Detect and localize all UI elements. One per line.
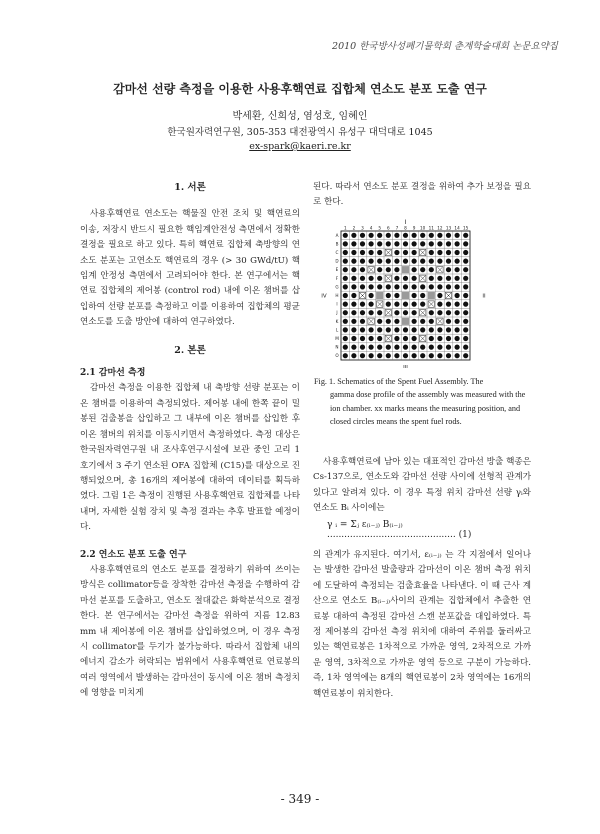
fuel-rod [412,259,417,264]
fuel-rod [403,276,408,281]
right-paragraph-1 [313,455,531,517]
fuel-rod [343,302,348,307]
fuel-rod [360,310,365,315]
fuel-rod [351,293,356,298]
fuel-rod [377,250,382,255]
fuel-rod [420,302,425,307]
fuel-rod [377,259,382,264]
fuel-rod [463,250,468,255]
column-number-label: 4 [369,225,373,231]
axis-left-label: IV [321,293,327,300]
column-number-label: 3 [361,225,364,231]
fuel-rod [377,233,382,238]
fuel-rod [429,345,434,350]
fuel-rod [369,241,374,246]
fuel-rod [386,293,391,298]
fuel-rod [420,293,425,298]
fuel-rod [351,345,356,350]
fuel-rod [412,319,417,324]
fuel-rod [455,353,460,358]
axis-right-label: II [482,293,486,300]
fuel-rod [463,284,468,289]
fuel-rod [351,336,356,341]
fuel-rod [369,259,374,264]
column-number-label: 8 [404,225,407,231]
fuel-rod [455,250,460,255]
fuel-rod [377,353,382,358]
fuel-rod [377,276,382,281]
fuel-rod [343,310,348,315]
fuel-rod [394,250,399,255]
fuel-rod [360,241,365,246]
fuel-rod [343,319,348,324]
fuel-rod [394,233,399,238]
fuel-rod [455,241,460,246]
fuel-rod [446,345,451,350]
fuel-rod [377,310,382,315]
fuel-rod [455,345,460,350]
fuel-rod [463,293,468,298]
fuel-rod [360,302,365,307]
fuel-rod [403,345,408,350]
fuel-rod [360,259,365,264]
fuel-rod [463,276,468,281]
fuel-rod [412,276,417,281]
row-letter-label: J [336,310,338,316]
fuel-rod [360,284,365,289]
fuel-rod [403,327,408,332]
fuel-rod [343,233,348,238]
fuel-rod [369,327,374,332]
fuel-rod [394,284,399,289]
fuel-rod [377,319,382,324]
fuel-rod [412,353,417,358]
fuel-rod [343,336,348,341]
column-number-label: 12 [437,225,443,231]
fuel-rod [360,276,365,281]
fuel-rod [429,327,434,332]
row-letter-label: N [335,344,339,350]
fuel-rod [351,233,356,238]
column-number-label: 9 [412,225,416,231]
subsection-gamma-heading: 2.1 감마선 측정 [80,368,146,379]
fuel-rod [420,284,425,289]
subsection-burnup-heading: 2.2 연소도 분포 도출 연구 [80,549,187,560]
section-body-heading: 2. 본론 [174,344,206,356]
fuel-rod [455,327,460,332]
fuel-rod [343,284,348,289]
fuel-rod [377,336,382,341]
right-paragraph-1-text: 사용후핵연료에 남아 있는 대표적인 감마선 방출 핵종은 Cs-137으로, 연소도와 감마선 선량 사이에 선형적 관계가 있다고 알려져 있다. 이 경우 특정 위치 감마선 선량 γᵢ와 연소도 Bᵢ 사이에는 [313,457,531,514]
fuel-rod [351,302,356,307]
axis-bottom-label: III [403,365,408,368]
fuel-rod [386,259,391,264]
right-paragraph-2 [313,548,531,702]
fuel-rod [369,353,374,358]
fuel-rod [463,336,468,341]
fuel-rod [446,310,451,315]
fuel-rod [437,310,442,315]
fuel-rod [351,327,356,332]
fuel-rod [369,345,374,350]
fuel-rod [343,267,348,272]
fuel-rod [446,353,451,358]
fuel-rod [463,302,468,307]
row-letter-label: A [335,232,339,238]
row-letter-label: K [335,318,339,324]
fuel-rod [403,250,408,255]
fuel-rod [403,302,408,307]
row-letter-label: H [335,293,339,298]
fuel-rod [343,259,348,264]
affiliation: 한국원자력연구원, 305-353 대전광역시 유성구 대덕대로 1045 [167,127,433,138]
intro-paragraph: 사용후핵연료 연소도는 핵물질 안전 조치 및 핵연료의 이송, 저장시 반드시 필요한 핵임계안전성 측면에서 정확한 결정을 필요로 하고 있다. 특히 핵연료 집합체 축방향의 연소도 분포는 고연소도 핵연료의 경우 (> 30 GWd/tU) 핵임계 안정성 측면에서 고려되어야 한다. 본 연구에서는 핵연료 집합체의 제어봉 (control rod) 내에 이온 챔버를 삽입하여 선량 분포를 측정하고 이를 이용하여 집합체의 평균 연소도를 도출 방안에 대하여 연구하였다. [80,209,300,328]
fuel-rod [437,302,442,307]
fuel-rod [420,353,425,358]
row-letter-label: C [335,250,339,255]
fuel-rod [429,353,434,358]
fuel-rod [394,293,399,298]
fuel-rod [446,241,451,246]
caption-label: Fig. 1. [314,377,336,386]
fuel-rod [420,327,425,332]
guide-tube-cell [376,292,383,299]
fuel-rod [360,233,365,238]
fuel-rod [360,345,365,350]
fuel-rod [369,336,374,341]
fuel-rod [412,233,417,238]
fuel-rod [446,319,451,324]
fuel-rod [360,250,365,255]
page-number: - 349 - [280,792,320,806]
fuel-rod [463,259,468,264]
fuel-rod [394,319,399,324]
fuel-rod [394,276,399,281]
column-number-label: 7 [395,225,399,231]
column-number-label: 6 [386,225,390,231]
fuel-rod [437,336,442,341]
email-link[interactable]: ex-spark@kaeri.re.kr [249,141,351,152]
fuel-rod [386,241,391,246]
fuel-rod [446,233,451,238]
fuel-rod [463,267,468,272]
column-number-label: 5 [378,225,382,231]
fuel-rod [386,327,391,332]
fuel-rod [394,267,399,272]
fuel-rod [437,241,442,246]
fuel-rod [463,233,468,238]
right-intro-paragraph: 된다. 따라서 연소도 분포 결정을 위하여 추가 보정을 필요로 한다. [313,182,531,208]
fuel-rod [360,336,365,341]
fuel-rod [351,319,356,324]
column-number-label: 13 [445,225,452,231]
fuel-rod [446,302,451,307]
fuel-rod [351,259,356,264]
fuel-rod [455,310,460,315]
fuel-rod [420,259,425,264]
fuel-rod [429,233,434,238]
fuel-rod [455,336,460,341]
fuel-rod [377,345,382,350]
fuel-rod [463,353,468,358]
fuel-rod [446,259,451,264]
row-letter-label: M [335,336,339,341]
fuel-rod [429,310,434,315]
fuel-rod [360,353,365,358]
authors: 박세환, 신희성, 염성호, 임혜인 [232,111,368,122]
fuel-rod [343,327,348,332]
fuel-rod [343,293,348,298]
paper-title: 감마선 선량 측정을 이용한 사용후핵연료 집합체 연소도 분포 도출 연구 [113,82,487,96]
fuel-rod [386,353,391,358]
fuel-rod [463,310,468,315]
fuel-rod [429,336,434,341]
fuel-rod [437,284,442,289]
fuel-rod [446,250,451,255]
fuel-rod [463,241,468,246]
fuel-rod [463,345,468,350]
fuel-rod [369,302,374,307]
fuel-rod [394,259,399,264]
fuel-rod [463,327,468,332]
fuel-rod [446,327,451,332]
fuel-rod [394,353,399,358]
fuel-rod [455,267,460,272]
fuel-rod [343,250,348,255]
fuel-rod [394,345,399,350]
fuel-rod [437,233,442,238]
fuel-rod [437,276,442,281]
column-number-label: 1 [343,225,347,231]
row-letter-label: B [335,241,339,247]
fuel-rod [412,310,417,315]
fuel-rod [446,284,451,289]
column-number-label: 11 [428,225,434,231]
fuel-rod [369,293,374,298]
fuel-rod [412,345,417,350]
fuel-rod [351,241,356,246]
gamma-paragraph: 감마선 측정을 이용한 집합체 내 축방향 선량 분포는 이온 챔버를 이용하여 측정되었다. 제어봉 내에 한쪽 끝이 밀봉된 검출봉을 삽입하고 그 내부에 이온 챔버를 삽입한 후 이온 챔버의 위치를 이동시키면서 측정하였다. 측정 대상은 한국원자력연구원 내 조사후연구시설에 보관 중인 고리 1호기에서 3 주기 연소된 OFA 집합체 (C15)를 대상으로 진행되었으며, 총 16개의 제어봉에 대하여 데이터를 획득하였다. 그림 1은 측정이 진행된 사용후핵연료 집합체를 나타내며, 자세한 실험 장치 및 측정 결과는 추후 발표할 예정이다. [80,383,300,533]
fuel-rod [412,241,417,246]
column-number-label: 15 [463,225,469,231]
fuel-rod [455,293,460,298]
fuel-rod [429,241,434,246]
fuel-rod [437,259,442,264]
fuel-rod [386,284,391,289]
fuel-rod [343,345,348,350]
fuel-rod [377,327,382,332]
fuel-rod [369,310,374,315]
caption-rest: gamma dose profile of the assembly was measured with the ion chamber. xx marks means the measuring position, and closed circles means the spent fuel rods. [330,390,526,427]
section-intro-heading: 1. 서론 [174,182,206,193]
fuel-rod [360,327,365,332]
fuel-rod [455,276,460,281]
axis-top-label: I [404,219,407,226]
fuel-rod [343,353,348,358]
fuel-rod [343,241,348,246]
row-letter-label: O [335,353,339,359]
fuel-rod [351,353,356,358]
fuel-rod [377,284,382,289]
fuel-rod [437,327,442,332]
fuel-rod [412,293,417,298]
guide-tube-cell [402,318,409,325]
fuel-rod [412,336,417,341]
fuel-rod [351,276,356,281]
fuel-rod [377,267,382,272]
fuel-rod [437,293,442,298]
fuel-rod [403,310,408,315]
fuel-rod [386,345,391,350]
fuel-rod [429,259,434,264]
fuel-rod [369,233,374,238]
fuel-rod [437,353,442,358]
fuel-rod [446,276,451,281]
row-letter-label: D [335,258,339,264]
fuel-rod [429,276,434,281]
fuel-rod [403,233,408,238]
fuel-rod [394,336,399,341]
guide-tube-cell [402,292,409,299]
row-letter-label: E [335,267,339,273]
fuel-rod [369,276,374,281]
column-number-label: 14 [454,225,460,231]
journal-header: 2010 한국방사성폐기물학회 춘계학술대회 논문요약집 [332,41,558,52]
fuel-rod [351,284,356,289]
fuel-rod [429,250,434,255]
caption-line1: Schematics of the Spent Fuel Assembly. The [337,377,484,386]
fuel-rod [403,353,408,358]
fuel-rod [420,267,425,272]
fuel-rod [360,319,365,324]
guide-tube-cell [402,266,409,273]
fuel-rod [360,267,365,272]
fuel-rod [455,233,460,238]
fuel-rod [455,302,460,307]
fuel-rod [403,336,408,341]
fuel-rod [394,302,399,307]
fuel-rod [429,319,434,324]
right-paragraph-2-text: 의 관계가 유지된다. 여기서, ε₍ᵢ₋ⱼ₎ 는 각 지점에서 일어나는 발생한 감마선 발출량과 감마선이 이온 챔버 측정 위치에 도달하여 측정되는 검출효율을 나타낸다. 이 때 근사 계산으로 연소도 B₍ᵢ₋ⱼ₎사이의 관계는 집합체에서 추출한 연료봉 대하여 측정된 감마선 스캔 분포값을 대입하였다. 특정 제어봉의 감마선 측정 위치에 대하여 주위를 둘러싸고 있는 핵연료봉은 1차적으로 가까운 영역, 2차적으로 가까운 영역, 3차적으로 가까운 영역 등으로 구분이 가능하다. 즉, 1차 영역에는 8개의 핵연료봉이 2차 영역에는 16개의 핵연료봉이 위치한다. [313,550,531,699]
fuel-rod [412,250,417,255]
fuel-rod [369,284,374,289]
burnup-paragraph: 사용후핵연료의 연소도 분포를 결정하기 위하여 쓰이는 방식은 collimator등을 장착한 감마선 측정을 수행하여 감마선 분포를 도출하고, 연소도 절대값은 화학분석으로 결정한다. 본 연구에서는 감마선 측정을 위하여 지름 12.83 mm 내 제어봉에 이온 챔버를 삽입하였으며, 이 경우 측정시 collimator를 두기가 불가능하다. 따라서 집합체 내의 에너지 감소가 허락되는 범위에서 사용후핵연료 연료봉의 여러 영역에서 발생하는 감마선이 동시에 이온 챔버 측정치에 영향을 미치게 [80,564,300,699]
row-letter-label: F [335,275,339,281]
fuel-rod [412,284,417,289]
figure-caption [314,375,530,429]
fuel-rod [437,345,442,350]
fuel-rod [412,327,417,332]
row-letter-label: L [335,327,339,333]
fuel-rod [351,267,356,272]
fuel-rod [351,310,356,315]
fuel-rod [429,284,434,289]
fuel-rod [377,241,382,246]
fuel-rod [420,319,425,324]
fuel-assembly-figure [318,218,528,368]
fuel-rod [412,302,417,307]
left-column [80,180,300,702]
equation-1: γ ᵢ = Σⱼ ε₍ᵢ₋ⱼ₎ B₍ᵢ₋ⱼ₎ ............................................. (1) [327,520,472,540]
fuel-rod [420,345,425,350]
fuel-rod [403,284,408,289]
fuel-rod [386,302,391,307]
fuel-rod [394,310,399,315]
fuel-rod [386,319,391,324]
fuel-rod [429,267,434,272]
fuel-rod [412,267,417,272]
fuel-rod [403,259,408,264]
fuel-rod [455,284,460,289]
fuel-rod [403,241,408,246]
column-number-label: 2 [352,225,356,231]
fuel-rod [386,233,391,238]
fuel-rod [369,250,374,255]
fuel-rod [455,319,460,324]
fuel-rod [394,327,399,332]
fuel-rod [455,259,460,264]
fuel-rod [420,241,425,246]
guide-tube-cell [428,292,435,299]
fuel-rod [394,241,399,246]
fuel-rod [351,250,356,255]
fuel-rod [437,250,442,255]
fuel-rod [446,336,451,341]
fuel-rod [446,267,451,272]
column-number-label: 10 [420,225,426,231]
fuel-rod [343,276,348,281]
fuel-rod [386,267,391,272]
row-letter-label: G [335,284,339,290]
fuel-rod [420,233,425,238]
fuel-rod [463,319,468,324]
row-letter-label: I [336,301,338,307]
